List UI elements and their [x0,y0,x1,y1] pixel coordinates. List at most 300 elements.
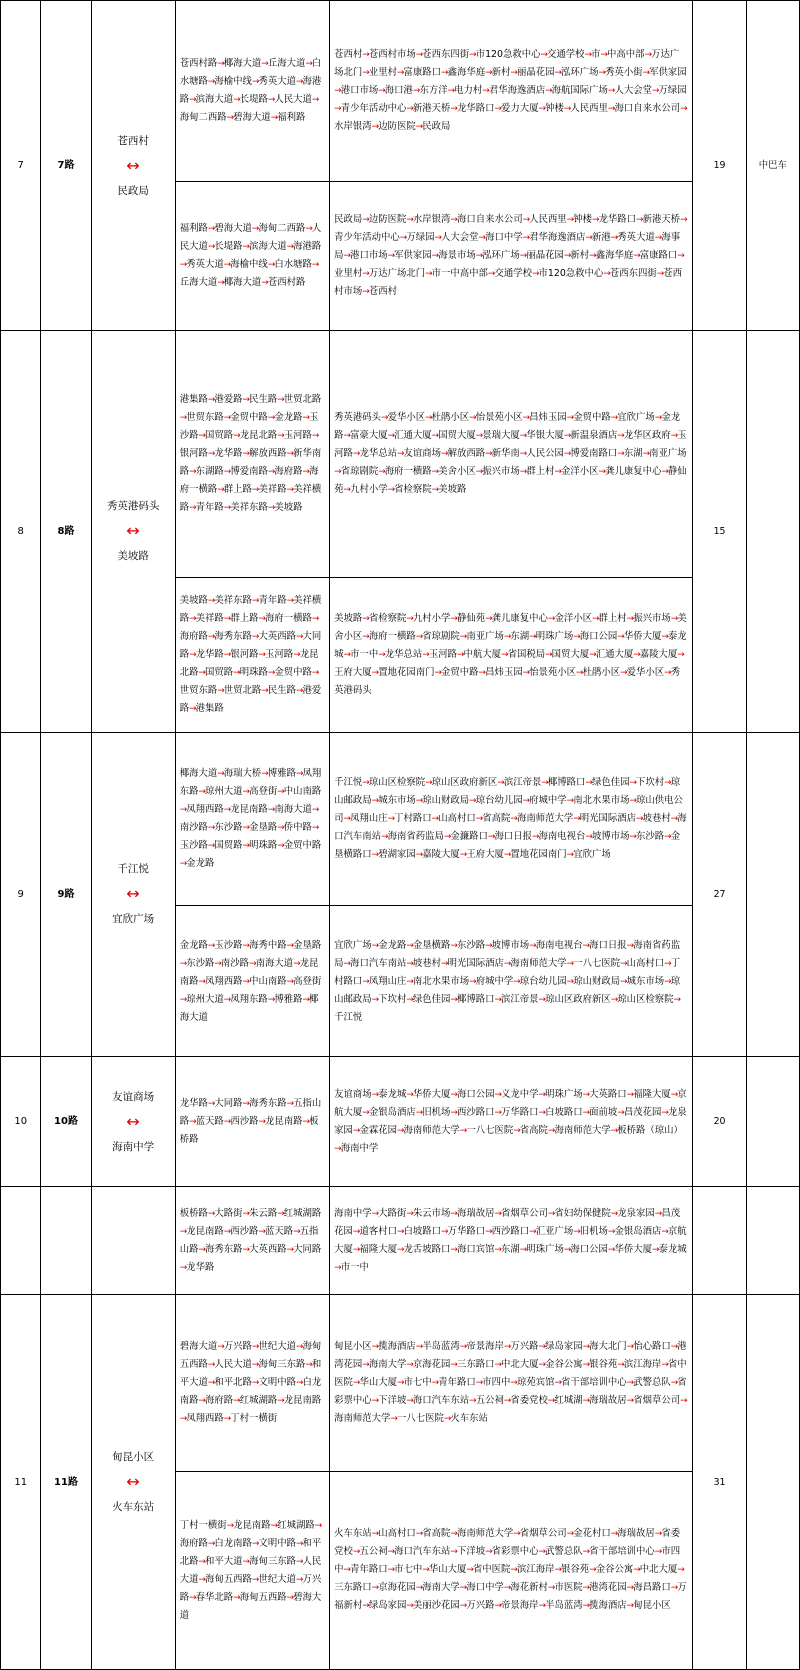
stop-name: 丁村路口 [334,957,681,987]
stop-name: 泰龙城 [658,1243,687,1255]
arrow-icon: → [242,822,250,833]
arrow-icon: → [661,632,668,643]
road-name: 滨海大道 [195,93,234,105]
arrow-icon: → [295,1538,303,1549]
start-stop: 友谊商场 [112,1090,155,1103]
arrow-icon: → [554,466,562,477]
arrow-icon: → [233,667,240,678]
road-name: 长堤路 [239,93,268,105]
stop-name: 滨江帝景 [501,993,539,1005]
arrow-icon: → [362,614,369,625]
road-name: 中山南路 [249,975,287,987]
route-name: 7路 [41,1,91,331]
stop-name: 国贸大厦 [551,649,590,661]
road-name: 金贸中路 [283,839,322,851]
stop-name: 椰博路口 [547,776,586,788]
stop-name: 群上村 [598,613,627,625]
road-name: 美祥横路 [179,483,322,513]
stop-name: 金洋小区 [554,613,592,625]
stop-sequence [330,1187,693,1295]
arrow-icon: → [189,502,196,513]
arrow-icon: → [522,232,530,243]
stop-name: 秀英港码头 [334,667,681,697]
stop-name: 下坎村 [636,776,665,788]
stop-name: 华侨大厦 [623,631,662,643]
stop-name: 华山大厦 [359,1377,397,1389]
stop-name: 富豪大厦 [350,429,388,441]
stop-name: 南北水果市场 [573,794,630,806]
arrow-icon: → [607,1226,615,1237]
arrow-icon: → [664,668,671,679]
stop-name: 泓环广场 [482,249,520,261]
arrow-icon: → [267,667,275,678]
stop-name: 城东市场 [626,975,665,987]
arrow-icon: → [441,448,448,459]
bidirectional-arrow-icon: ↔ [126,155,140,175]
arrow-icon: → [582,1360,590,1371]
stop-name: 怡景苑小区 [475,411,523,423]
arrow-icon: → [485,1226,492,1237]
road-name: 龙昆南路 [186,1225,224,1237]
arrow-icon: → [633,650,640,661]
arrow-icon: → [223,1117,231,1128]
arrow-icon: → [371,121,379,132]
arrow-icon: → [295,1574,303,1585]
arrow-icon: → [406,614,413,625]
road-name: 民生路 [267,684,296,696]
arrow-icon: → [510,67,517,78]
arrow-icon: → [207,631,215,642]
stop-name: 新港 [591,231,611,243]
stop-name: 青少年活动中心 [334,231,400,243]
arrow-icon: → [459,1125,467,1136]
road-name: 民生路 [249,393,278,405]
arrow-icon: → [343,958,351,969]
arrow-icon: → [207,940,215,951]
arrow-icon: → [610,1529,618,1540]
arrow-icon: → [378,466,385,477]
stop-name: 军供家园 [394,249,432,261]
stop-count: 27 [693,732,746,1057]
road-name: 苍西村路 [179,57,218,69]
stop-name: 海景市场 [438,249,476,261]
arrow-icon: → [311,94,319,105]
arrow-icon: → [371,1396,379,1407]
road-name: 大同路 [179,630,322,660]
road-name: 海甸五西路 [205,1573,252,1585]
arrow-icon: → [422,1565,429,1576]
arrow-icon: → [217,484,224,495]
arrow-icon: → [286,976,294,987]
end-stop: 民政局 [117,184,149,197]
arrow-icon: → [334,1262,341,1273]
road-name: 龙华路 [214,447,243,459]
arrow-icon: → [626,1583,634,1594]
stop-name: 琼山邮政局 [334,776,681,806]
stop-sequence [330,1471,693,1669]
road-name: 人民大道 [179,1555,322,1585]
stop-name: 旧机场 [422,1106,451,1118]
stop-name: 人民西里 [529,213,567,225]
arrow-icon: → [362,286,369,297]
arrow-icon: → [563,1244,571,1255]
stop-name: 凤翔山庄 [350,812,388,824]
arrow-icon: → [670,1583,678,1594]
stop-name: 交通学校 [547,48,585,60]
arrow-icon: → [371,1529,379,1540]
road-name: 海秀东路 [249,1098,287,1110]
arrow-icon: → [617,448,624,459]
stop-name: 省烟草公司 [633,1395,681,1407]
arrow-icon: → [519,466,527,477]
road-name: 板桥路 [179,1116,319,1146]
arrow-icon: → [311,804,319,815]
stop-name: 苍西村 [368,285,397,297]
arrow-icon: → [378,85,385,96]
road-name: 蓝天路 [264,1225,294,1237]
arrow-icon: → [371,795,379,806]
arrow-icon: → [661,466,668,477]
road-name: 椰海大道 [223,276,262,288]
stop-name: 京航大厦 [334,1088,687,1118]
stop-name: 海口中学 [485,231,523,243]
arrow-icon: → [664,958,671,969]
arrow-icon: → [494,1244,502,1255]
stop-name: 万兴路 [510,1341,539,1353]
stop-count: 20 [693,1057,746,1187]
route-terminals [91,732,175,1057]
arrow-icon: → [242,1099,250,1110]
road-sequence [175,1,329,182]
arrow-icon: → [217,685,224,696]
stop-name: 华侨大厦 [412,1088,451,1100]
arrow-icon: → [475,813,483,824]
arrow-icon: → [459,1601,467,1612]
arrow-icon: → [459,1342,467,1353]
road-name: 港爱路 [179,684,322,714]
arrow-icon: → [305,58,312,69]
arrow-icon: → [450,214,457,225]
arrow-icon: → [261,58,268,69]
stop-name: 海南师范大学 [403,1124,460,1136]
road-name: 丘海大道 [267,57,306,69]
road-name: 龙昆南路 [233,1519,271,1531]
stop-name: 府城中学 [529,794,567,806]
arrow-icon: → [485,940,492,951]
stop-name: 板桥路（琼山） [617,1124,683,1136]
arrow-icon: → [620,958,627,969]
arrow-icon: → [362,1107,369,1118]
stop-count: 15 [693,331,746,733]
arrow-icon: → [295,76,303,87]
arrow-icon: → [501,650,508,661]
road-name: 凤翔东路 [179,767,322,797]
arrow-icon: → [531,831,539,842]
stop-name: 边防医院 [368,213,407,225]
arrow-icon: → [566,958,574,969]
stop-name: 美舍小区 [438,465,476,477]
arrow-icon: → [670,614,678,625]
road-name: 白龙南路 [214,1537,252,1549]
arrow-icon: → [503,958,511,969]
stop-sequence [330,181,693,330]
stop-name: 新村 [491,66,511,78]
road-name: 海港路 [293,240,322,252]
route-index: 8 [1,331,41,733]
stop-count: 31 [693,1295,746,1670]
stop-name: 东湖 [623,447,643,459]
arrow-icon: → [371,994,379,1005]
arrow-icon: → [497,777,504,788]
arrow-icon: → [425,777,432,788]
road-name: 博雅路 [274,993,303,1005]
arrow-icon: → [626,1601,634,1612]
road-name: 中山南路 [283,785,322,797]
arrow-icon: → [469,976,476,987]
arrow-icon: → [541,777,548,788]
start-stop: 千江悦 [117,863,149,876]
arrow-icon: → [629,795,637,806]
road-name: 琼州大道 [205,785,243,797]
road-name: 海榆中线 [230,258,268,270]
road-name: 龙华路 [179,1098,208,1110]
arrow-icon: → [664,831,671,842]
road-name: 海秀中路 [249,939,287,951]
arrow-icon: → [494,103,502,114]
arrow-icon: → [450,940,457,951]
stop-name: 揽海酒店 [589,1600,627,1612]
arrow-icon: → [378,650,385,661]
stop-name: 东沙路 [636,830,665,842]
arrow-icon: → [251,1378,259,1389]
arrow-icon: → [626,940,634,951]
stop-name: 绿岛家园 [545,1341,583,1353]
arrow-icon: → [305,223,312,234]
stop-name: 省干部培训中心 [561,1377,627,1389]
stop-name: 琼山财政局 [573,975,621,987]
arrow-icon: → [538,1089,546,1100]
stop-name: 万兴路 [466,1600,495,1612]
stop-name: 泰龙城 [378,1088,407,1100]
stop-name: 金洋小区 [561,465,599,477]
route-terminals [91,1057,175,1187]
arrow-icon: → [286,448,294,459]
arrow-icon: → [261,768,268,779]
road-name: 春华北路 [195,1591,234,1603]
stop-name: 金垦横路 [412,939,451,951]
arrow-icon: → [396,1378,404,1389]
stop-name: 三东路口 [334,1582,372,1594]
arrow-icon: → [293,958,300,969]
road-name: 五指山路 [179,1098,322,1128]
arrow-icon: → [563,103,571,114]
arrow-icon: → [670,813,678,824]
arrow-icon: → [267,502,275,513]
stop-name: 美坡路 [334,613,363,625]
arrow-icon: → [677,1565,684,1576]
arrow-icon: → [610,232,618,243]
arrow-icon: → [425,412,432,423]
arrow-icon: → [217,768,224,779]
road-sequence [175,1471,329,1669]
arrow-icon: → [277,1396,284,1407]
arrow-icon: → [443,831,451,842]
arrow-icon: → [179,994,187,1005]
stop-name: 省彩票中心 [491,1546,539,1558]
route-terminals [91,1295,175,1670]
bidirectional-arrow-icon: ↔ [126,1111,140,1131]
arrow-icon: → [538,103,546,114]
stop-name: 海口汽车东站 [394,1546,451,1558]
stop-name: 市四中 [482,1377,511,1389]
arrow-icon: → [547,614,555,625]
road-name: 美祥路 [195,612,224,624]
stop-name: 省委党校 [334,1528,681,1558]
arrow-icon: → [620,668,627,679]
road-name: 龙昆南路 [179,957,319,987]
stop-name: 明光国际酒店 [579,812,637,824]
road-name: 白水塘路 [179,57,322,87]
stop-name: 东湖 [510,631,530,643]
arrow-icon: → [362,1360,369,1371]
stop-name: 万华路口 [501,1106,539,1118]
stop-sequence [330,732,693,905]
stop-name: 海南电视台 [535,939,583,951]
road-name: 龙昆南路 [265,1116,303,1128]
arrow-icon: → [286,1592,294,1603]
arrow-icon: → [371,849,379,860]
road-name: 东沙路 [186,957,215,969]
stop-name: 南北水果市场 [412,975,470,987]
road-name: 金龙路 [274,411,303,423]
route-index: 10 [1,1057,41,1187]
arrow-icon: → [387,1547,395,1558]
stop-name: 海南中学 [340,1142,379,1154]
road-name: 美祥东路 [230,501,268,513]
arrow-icon: → [233,1396,240,1407]
arrow-icon: → [371,1342,379,1353]
arrow-icon: → [387,484,395,495]
arrow-icon: → [656,268,664,279]
road-name: 世贸北路 [223,684,262,696]
arrow-icon: → [189,613,196,624]
road-name: 银河路 [179,447,208,459]
stop-name: 半岛蓝湾 [545,1600,583,1612]
stop-name: 大英路口 [589,1088,627,1100]
stop-name: 朱云市场 [412,1207,451,1219]
arrow-icon: → [270,1520,278,1531]
arrow-icon: → [603,268,610,279]
road-name: 万兴路 [179,1573,322,1603]
stop-name: 新温泉酒店 [570,429,618,441]
stop-sequence [330,331,693,578]
stop-name: 千江悦 [334,1011,363,1023]
arrow-icon: → [538,1342,546,1353]
road-name: 五指山路 [179,1225,319,1255]
arrow-icon: → [450,1107,457,1118]
arrow-icon: → [207,1360,215,1371]
arrow-icon: → [654,232,662,243]
arrow-icon: → [387,1565,395,1576]
arrow-icon: → [610,1208,618,1219]
stop-name: 红城湖 [554,1395,583,1407]
arrow-icon: → [503,1583,511,1594]
road-sequence [175,181,329,330]
arrow-icon: → [233,430,240,441]
road-name: 大同路 [293,1243,322,1255]
arrow-icon: → [343,813,351,824]
stop-name: 凤翔山庄 [368,975,407,987]
end-stop: 海南中学 [112,1140,155,1153]
stop-name: 千江悦 [334,776,363,788]
bidirectional-arrow-icon: ↔ [126,1472,140,1492]
stop-name: 钟楼 [573,213,592,225]
stop-name: 港湾花园 [589,1582,627,1594]
route-name: 8路 [41,331,91,733]
arrow-icon: → [563,430,571,441]
road-name: 福利路 [179,222,208,234]
stop-name: 水岸银湾 [412,213,451,225]
road-name: 人民大道 [214,1359,252,1371]
stop-name: 琼山区检察院 [617,993,674,1005]
road-name: 明珠路 [239,666,268,678]
road-name: 世纪大道 [258,1573,296,1585]
stop-name: 省高院 [422,1528,451,1540]
road-name: 板桥路 [179,1207,208,1219]
arrow-icon: → [415,121,423,132]
arrow-icon: → [412,85,420,96]
arrow-icon: → [302,466,310,477]
arrow-icon: → [431,430,439,441]
stop-name: 玉河路 [334,429,687,459]
arrow-icon: → [223,466,231,477]
arrow-icon: → [522,214,530,225]
arrow-icon: → [415,1529,423,1540]
arrow-icon: → [189,1117,196,1128]
arrow-icon: → [242,1556,250,1567]
stop-name: 省妇幼保健院 [554,1207,611,1219]
stop-name: 碧湖家园 [378,848,416,860]
arrow-icon: → [286,595,294,606]
stop-name: 坡博市场 [491,939,530,951]
road-name: 西沙路 [230,1116,259,1128]
arrow-icon: → [600,49,608,60]
road-name: 玉河路 [283,429,312,441]
road-name: 和平大道 [179,1359,322,1389]
arrow-icon: → [522,795,530,806]
road-name: 群上路 [230,612,259,624]
road-sequence [175,732,329,905]
arrow-icon: → [295,685,303,696]
stop-name: 君华海逸酒店 [529,231,586,243]
road-name: 和平北路 [179,1537,322,1567]
road-name: 解放西路 [249,447,287,459]
arrow-icon: → [207,1538,215,1549]
arrow-icon: → [258,613,265,624]
road-name: 海甸二西路 [258,222,306,234]
arrow-icon: → [450,1529,457,1540]
stop-name: 龙华路口 [598,213,637,225]
stop-name: 白坡路口 [403,1225,442,1237]
arrow-icon: → [482,85,489,96]
arrow-icon: → [343,1565,351,1576]
arrow-icon: → [478,668,486,679]
stop-name: 鑫海华庭 [595,249,634,261]
road-name: 博雅路 [267,767,296,779]
stop-name: 龙舌坡路口 [403,1243,451,1255]
stop-name: 振兴市场 [633,613,671,625]
road-name: 凤翔西路 [186,803,224,815]
